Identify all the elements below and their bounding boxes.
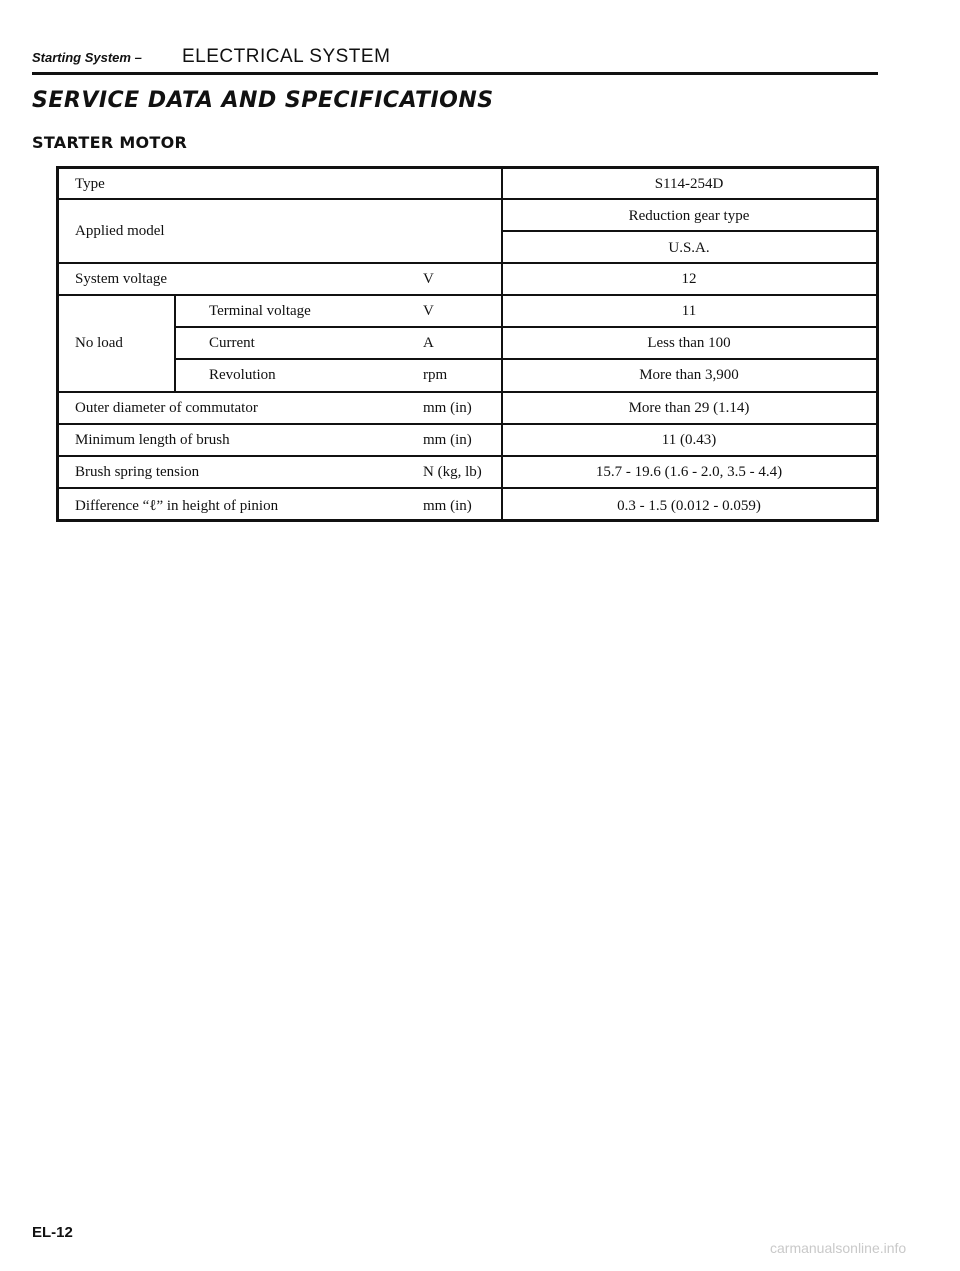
terminal-voltage-value: 11: [681, 303, 697, 319]
terminal-voltage-label: Terminal voltage: [209, 303, 311, 319]
applied-model-value-1: Reduction gear type: [628, 208, 750, 224]
running-head-section: Starting System –: [32, 50, 142, 65]
pinion-value: 0.3 - 1.5 (0.012 - 0.059): [617, 498, 761, 514]
system-voltage-value: 12: [681, 271, 697, 287]
pinion-unit: mm (in): [423, 498, 472, 514]
row-divider: [59, 391, 876, 393]
row-divider: [501, 230, 876, 232]
row-divider: [174, 358, 876, 360]
revolution-unit: rpm: [423, 367, 448, 383]
applied-model-label: Applied model: [75, 223, 165, 239]
running-head: [32, 46, 878, 75]
brush-length-label: Minimum length of brush: [75, 432, 230, 448]
row-divider: [59, 487, 876, 489]
pinion-label: Difference “ℓ” in height of pinion: [75, 498, 279, 514]
brush-length-value: 11 (0.43): [661, 432, 717, 448]
no-load-label: No load: [75, 335, 123, 351]
current-value: Less than 100: [647, 335, 731, 351]
revolution-label: Revolution: [209, 367, 276, 383]
system-voltage-label: System voltage: [75, 271, 168, 287]
type-label: Type: [75, 176, 105, 192]
spring-tension-value: 15.7 - 19.6 (1.6 - 2.0, 3.5 - 4.4): [595, 464, 783, 480]
applied-model-value-2: U.S.A.: [668, 240, 710, 256]
brush-length-unit: mm (in): [423, 432, 472, 448]
section-subtitle: STARTER MOTOR: [32, 133, 188, 152]
row-divider: [59, 423, 876, 425]
commutator-value: More than 29 (1.14): [628, 400, 750, 416]
spec-table: [56, 166, 879, 522]
row-divider: [59, 198, 876, 200]
page-title: SERVICE DATA AND SPECIFICATIONS: [32, 88, 494, 113]
spring-tension-label: Brush spring tension: [75, 464, 200, 480]
current-label: Current: [209, 335, 255, 351]
terminal-voltage-unit: V: [423, 303, 434, 319]
row-divider: [174, 326, 876, 328]
commutator-unit: mm (in): [423, 400, 472, 416]
running-head-chapter: ELECTRICAL SYSTEM: [182, 46, 391, 67]
system-voltage-unit: V: [423, 271, 434, 287]
watermark: carmanualsonline.info: [770, 1240, 907, 1256]
row-divider: [59, 262, 876, 264]
row-divider: [59, 294, 876, 296]
type-value: S114-254D: [654, 176, 724, 192]
row-divider: [59, 455, 876, 457]
page-number: EL-12: [32, 1224, 73, 1241]
spring-tension-unit: N (kg, lb): [423, 464, 482, 480]
current-unit: A: [423, 335, 434, 351]
commutator-label: Outer diameter of commutator: [75, 400, 258, 416]
column-divider: [174, 294, 176, 391]
revolution-value: More than 3,900: [639, 367, 739, 383]
